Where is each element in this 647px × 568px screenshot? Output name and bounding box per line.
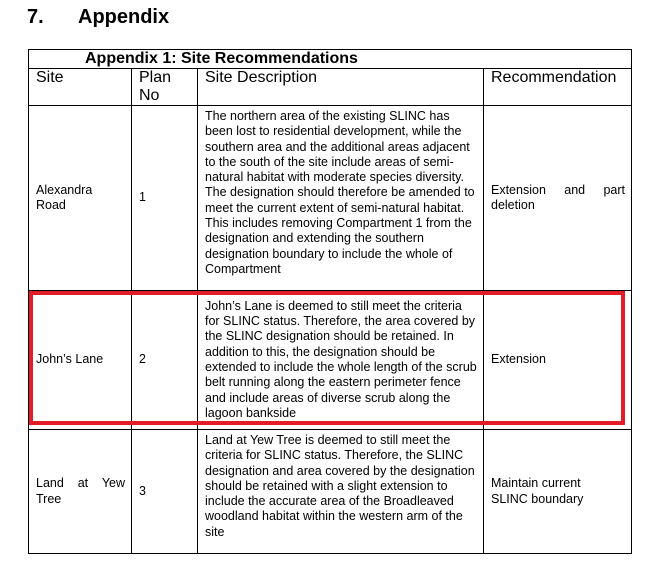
table-row <box>29 430 632 554</box>
header-plan-line1: Plan <box>139 69 172 86</box>
site-name-line2: Road <box>36 198 66 212</box>
section-number: 7. <box>27 6 44 28</box>
section-title: Appendix <box>78 6 170 28</box>
site-name-line2: Tree <box>36 491 62 506</box>
header-site: Site <box>29 69 132 106</box>
recommendation-line2: SLINC boundary <box>491 491 584 506</box>
header-site-description: Site Description <box>198 69 484 106</box>
recommendation-line1: Extension <box>491 352 546 367</box>
header-recommendation: Recommendation <box>484 69 632 106</box>
recommendation-line1: Extension and part <box>491 182 625 197</box>
table-caption: Appendix 1: Site Recommendations <box>29 50 632 69</box>
recommendation <box>484 106 632 291</box>
site-name-line1: Land at Yew <box>36 476 125 491</box>
site-description: John’s Lane is deemed to still meet the criteria for SLINC status. Therefore, the area covered by the SLINC designation should be retained. In addition to this, the designation should be extended to include the whole length of the scrub belt running along the eastern perimeter fence and include areas of diverse scrub along the lagoon bankside <box>198 291 484 430</box>
site-name <box>29 291 132 430</box>
recommendation-line2: deletion <box>491 198 535 212</box>
table-header-row <box>29 69 632 106</box>
recommendation <box>484 291 632 430</box>
section-heading <box>27 6 169 29</box>
site-name <box>29 106 132 291</box>
recommendation-line1: Maintain current <box>491 476 581 491</box>
site-description: The northern area of the existing SLINC has been lost to residential development, while the southern area and the additional areas adjacent to the south of the site include areas of semi-natural habitat with moderate species diversity. The designation should therefore be amended to meet the current extent of semi-natural habitat. This includes removing Compartment 1 from the designation and extending the southern designation boundary to include the whole of Compartment <box>198 106 484 291</box>
header-plan-no <box>132 69 198 106</box>
table-row <box>29 106 632 291</box>
site-name <box>29 430 132 554</box>
plan-number: 2 <box>132 291 198 430</box>
recommendation <box>484 430 632 554</box>
site-recommendations-table <box>28 49 632 554</box>
site-name-line1: Alexandra <box>36 182 93 197</box>
header-plan-line2: No <box>139 87 160 104</box>
table-row <box>29 291 632 430</box>
site-description: Land at Yew Tree is deemed to still meet the criteria for SLINC status. Therefore, the SLINC designation and area covered by the designation should be retained with a slight extension to include the accurate area of the Broadleaved woodland habitat within the western arm of the site <box>198 430 484 554</box>
plan-number: 3 <box>132 430 198 554</box>
site-name-line1: John’s Lane <box>36 352 104 367</box>
plan-number: 1 <box>132 106 198 291</box>
